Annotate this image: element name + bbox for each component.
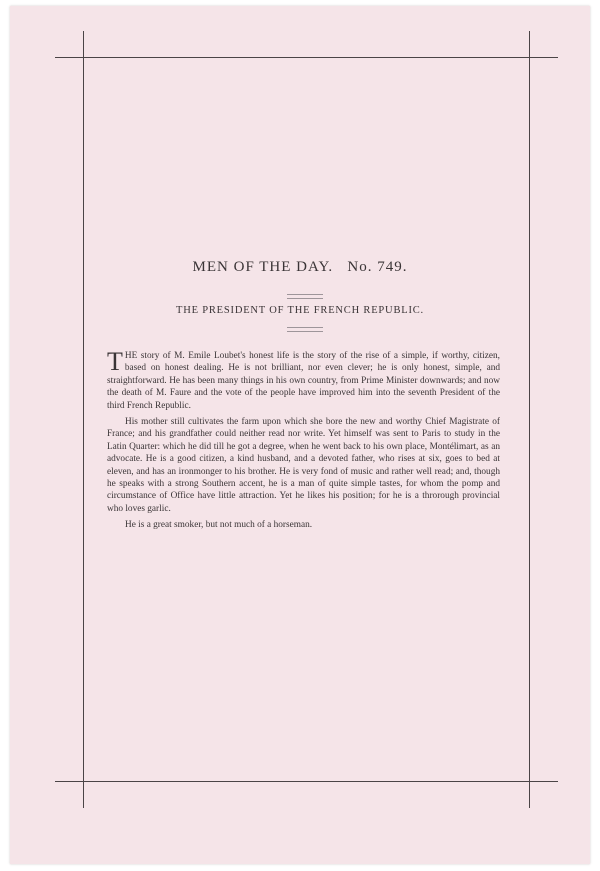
article-subtitle: THE PRESIDENT OF THE FRENCH REPUBLIC. — [176, 305, 424, 316]
border-left-rule — [83, 31, 84, 808]
paragraph-1-text: HE story of M. Emile Loubet's honest life is the story of the rise of a simple, if worthy, citizen, based on honest dealing. He is not brilliant, nor even clever; he is only honest, simple, and straightforward. He has been many things in his own country, from Prime Minister downwards; and now the death of M. Faure and the vote of the people have improved him into the seventh President of the third French Republic. — [107, 351, 500, 411]
drop-cap: T — [107, 347, 123, 376]
border-bottom-rule — [55, 781, 558, 782]
article-paragraph-2: His mother still cultivates the farm upon which she bore the new and worthy Chief Magistrate of France; and his grandfather could neither read nor write. Yet himself was sent to Paris to study in the Latin Quarter: which he did till he got a degree, when he went back to his own place, Montélimart, as an advocate. He is a good citizen, a kind husband, and a devoted father, who rises at six, goes to bed at eleven, and has an ironmonger to his brother. He is very fond of music and rather well read; and, though he speaks with a strong Southern accent, he is a man of quite simple tastes, for whom the pomp and circumstance of Office have little attraction. Yet he likes his position; for he is a throrough provincial who loves garlic. — [107, 417, 500, 514]
border-top-rule — [55, 57, 558, 58]
article-body — [107, 347, 500, 536]
subtitle-ornament-rule — [287, 327, 323, 332]
title-ornament-rule — [287, 294, 323, 299]
border-right-rule — [529, 31, 530, 808]
page-title: MEN OF THE DAY. No. 749. — [192, 259, 408, 275]
article-paragraph-1 — [107, 347, 500, 412]
article-paragraph-3: He is a great smoker, but not much of a horseman. — [125, 520, 313, 531]
